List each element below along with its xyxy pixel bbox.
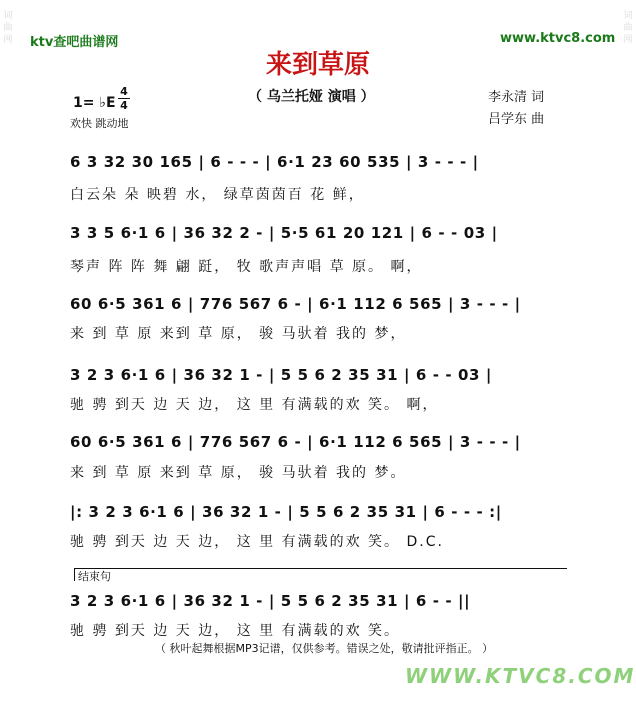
- time-signature-bottom: 4: [120, 99, 128, 112]
- notation-line-7: 3 2 3 6·1 6 | 36 32 1 - | 5 5 6 2 35 31 | 6 - - ||: [70, 592, 471, 610]
- notation-line-6: |: 3 2 3 6·1 6 | 36 32 1 - | 5 5 6 2 35 31 | 6 - - - :|: [70, 503, 502, 521]
- tempo-marking: 欢快 跳动地: [70, 117, 129, 130]
- time-signature-top: 4: [120, 85, 128, 98]
- performer-subtitle: （ 乌兰托娅 演唱 ）: [248, 89, 375, 105]
- site-url-right[interactable]: www.ktvc8.com: [500, 31, 616, 46]
- coda-label: 结束句: [78, 570, 111, 583]
- side-watermark-text: 词曲网: [3, 11, 13, 45]
- notation-line-4: 3 2 3 6·1 6 | 36 32 1 - | 5 5 6 2 35 31 | 6 - - 03 |: [70, 366, 492, 384]
- side-watermark-right: [622, 10, 634, 46]
- song-title: 来到草原: [265, 50, 370, 80]
- site-logo[interactable]: WWW.KTVC8.COM: [405, 664, 636, 688]
- coda-bracket: [74, 568, 567, 581]
- notation-line-1: 6 3 32 30 165 | 6 - - - | 6·1 23 60 535 | 3 - - - |: [70, 153, 479, 171]
- site-name-left[interactable]: ktv查吧曲谱网: [30, 35, 119, 50]
- lyric-line-4: 驰 骋 到天 边 天 边， 这 里 有满载的欢 笑。 啊，: [70, 397, 439, 413]
- time-signature: [118, 86, 130, 111]
- composer-credit: 吕学东 曲: [488, 112, 545, 127]
- lyricist-credit: 李永清 词: [488, 90, 545, 105]
- notation-line-5: 60 6·5 361 6 | 776 567 6 - | 6·1 112 6 565 | 3 - - - |: [70, 433, 521, 451]
- lyric-line-2: 琴声 阵 阵 舞 翩 跹， 牧 歌声声唱 草 原。 啊，: [70, 259, 423, 275]
- lyric-line-1: 白云朵 朵 映碧 水， 绿草茵茵百 花 鲜，: [70, 187, 365, 203]
- lyric-line-7: 驰 骋 到天 边 天 边， 这 里 有满载的欢 笑。: [70, 623, 401, 639]
- key-signature: 1= ♭E: [73, 95, 116, 111]
- notation-line-3: 60 6·5 361 6 | 776 567 6 - | 6·1 112 6 565 | 3 - - - |: [70, 295, 521, 313]
- notation-line-2: 3 3 5 6·1 6 | 36 32 2 - | 5·5 61 20 121 | 6 - - 03 |: [70, 224, 498, 242]
- side-watermark-left: [2, 10, 14, 46]
- lyric-line-3: 来 到 草 原 来到 草 原， 骏 马驮着 我的 梦，: [70, 326, 407, 342]
- lyric-line-6: 驰 骋 到天 边 天 边， 这 里 有满载的欢 笑。 D.C.: [70, 534, 444, 550]
- transcription-footnote: （ 秋叶起舞根据MP3记谱，仅供参考。错误之处，敬请批评指正。 ）: [155, 642, 494, 655]
- side-watermark-text: 词曲网: [623, 11, 633, 45]
- lyric-line-5: 来 到 草 原 来到 草 原， 骏 马驮着 我的 梦。: [70, 465, 407, 481]
